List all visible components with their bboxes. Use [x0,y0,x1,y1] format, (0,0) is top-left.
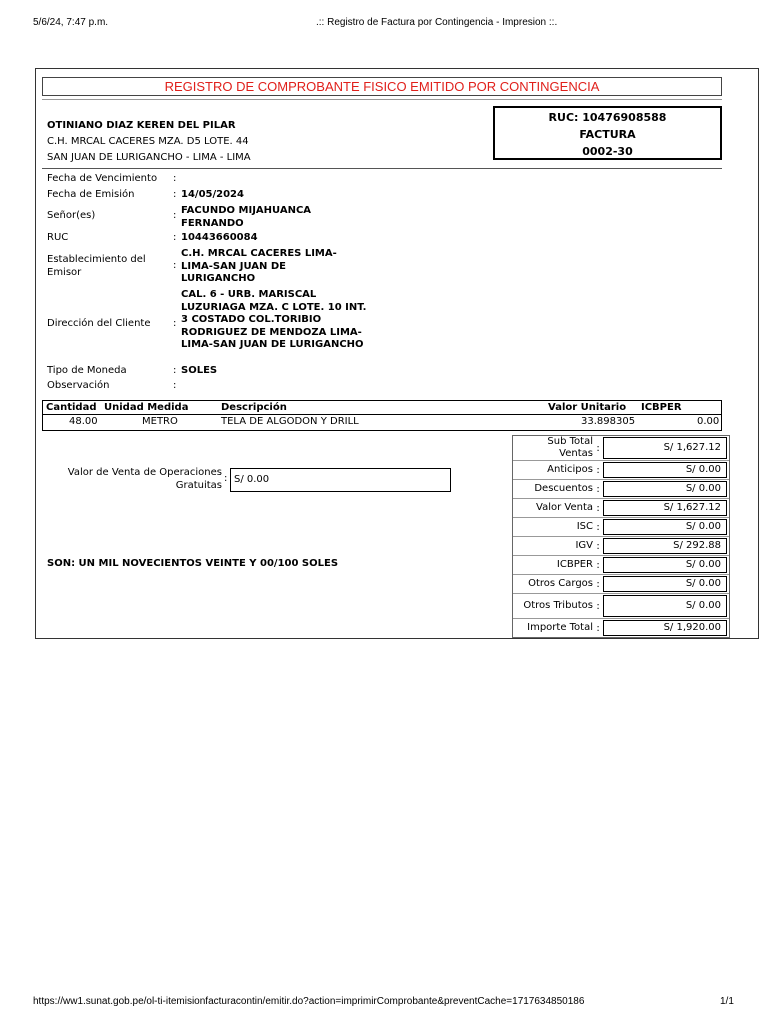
total-value: S/ 0.00 [603,462,727,478]
col-descripcion: Descripción [221,402,287,413]
totals-panel [512,435,730,638]
cell-descripcion: TELA DE ALGODON Y DRILL [221,416,359,427]
table-row [42,414,722,431]
total-row-isc [513,517,729,536]
total-value: S/ 1,627.12 [603,500,727,516]
colon: : [596,442,600,454]
total-label: ICBPER [556,559,593,570]
total-value: S/ 0.00 [603,557,727,573]
emisor-name: OTINIANO DIAZ KEREN DEL PILAR [47,120,236,131]
colon: : [173,232,177,243]
total-label: Anticipos [547,464,593,475]
colon: : [596,502,600,514]
total-value: S/ 1,627.12 [603,437,727,459]
colon: : [596,464,600,476]
amount-in-words: SON: UN MIL NOVECIENTOS VEINTE Y 00/100 SOLES [47,558,339,569]
print-datetime: 5/6/24, 7:47 p.m. [33,17,109,28]
colon: : [596,559,600,571]
cell-unidad: METRO [142,416,178,427]
invoice-sheet [35,68,759,639]
print-page-title: .:: Registro de Factura por Contingencia - Impresion ::. [316,17,558,28]
colon: : [173,173,177,184]
emisor-address-1: C.H. MRCAL CACERES MZA. D5 LOTE. 44 [47,136,249,147]
divider [42,168,722,169]
total-row-otros-cargos [513,574,729,593]
total-row-anticipos [513,460,729,479]
emisor-block [47,118,251,166]
cell-valor-unitario: 33.898305 [581,416,636,427]
field-label: Establecimiento del Emisor [47,254,146,278]
total-label: Otros Tributos [523,600,593,611]
print-url: https://ww1.sunat.gob.pe/ol-ti-itemisionfacturacontin/emitir.do?action=imprimirComprobante&preventCache=1717634850186 [33,996,585,1007]
document-title: REGISTRO DE COMPROBANTE FISICO EMITIDO POR CONTINGENCIA [164,79,600,94]
total-value: S/ 0.00 [603,595,727,617]
total-row-valor-venta [513,498,729,517]
document-title-box [42,77,722,96]
colon: : [224,473,228,484]
items-table-header [42,400,722,414]
gratuitas-value: S/ 0.00 [230,468,451,492]
colon: : [596,483,600,495]
total-row-igv [513,536,729,555]
total-label: Otros Cargos [528,578,593,589]
ruc-box [493,106,722,160]
field-value: CAL. 6 - URB. MARISCAL LUZURIAGA MZA. C LOTE. 10 INT. 3 COSTADO COL.TORIBIO RODRIGUEZ DE MENDOZA LIMA-LIMA-SAN JUAN DE LURIGANCHO [181,289,367,350]
colon: : [596,578,600,590]
colon: : [173,189,177,200]
colon: : [596,521,600,533]
emisor-address-2: SAN JUAN DE LURIGANCHO - LIMA - LIMA [47,152,251,163]
field-value: 10443660084 [181,232,258,243]
colon: : [173,380,177,391]
colon: : [173,260,177,271]
total-label: ISC [576,521,593,532]
field-value: FACUNDO MIJAHUANCA FERNANDO [181,205,312,229]
total-row-importe-total [513,618,729,637]
colon: : [173,365,177,376]
total-row-icbper [513,555,729,574]
col-valor-unitario: Valor Unitario [548,402,627,413]
field-label: Dirección del Cliente [47,318,151,329]
print-page-number: 1/1 [720,996,734,1007]
document-type: FACTURA [579,128,636,141]
total-value: S/ 0.00 [603,576,727,592]
total-label: Valor Venta [536,502,593,513]
field-value: 14/05/2024 [181,189,244,200]
col-icbper: ICBPER [641,402,682,413]
colon: : [173,210,177,221]
total-value: S/ 0.00 [603,481,727,497]
field-label: RUC [47,232,69,243]
col-cantidad: Cantidad [46,402,97,413]
colon: : [173,318,177,329]
field-label: Señor(es) [47,210,96,221]
total-value: S/ 1,920.00 [603,620,727,636]
cell-cantidad: 48.00 [69,416,98,427]
colon: : [596,622,600,634]
cell-icbper: 0.00 [697,416,720,427]
total-label: Sub Total Ventas [547,436,593,459]
total-row-subtotal [513,436,729,460]
title-underline [42,96,722,100]
field-label: Fecha de Vencimiento [47,173,158,184]
field-value: SOLES [181,365,218,376]
total-value: S/ 0.00 [603,519,727,535]
total-label: Descuentos [534,483,593,494]
total-value: S/ 292.88 [603,538,727,554]
total-label: IGV [575,540,593,551]
document-number: 0002-30 [582,145,633,158]
total-row-descuentos [513,479,729,498]
colon: : [596,540,600,552]
field-label: Fecha de Emisión [47,189,135,200]
colon: : [596,600,600,612]
total-label: Importe Total [527,622,593,633]
field-label: Tipo de Moneda [47,365,127,376]
col-unidad: Unidad Medida [104,402,189,413]
field-label: Observación [47,380,110,391]
ruc-number: RUC: 10476908588 [548,111,667,124]
field-value: C.H. MRCAL CACERES LIMA-LIMA-SAN JUAN DE LURIGANCHO [181,248,337,284]
gratuitas-label: Valor de Venta de Operaciones Gratuitas [67,467,222,491]
total-row-otros-tributos [513,593,729,618]
